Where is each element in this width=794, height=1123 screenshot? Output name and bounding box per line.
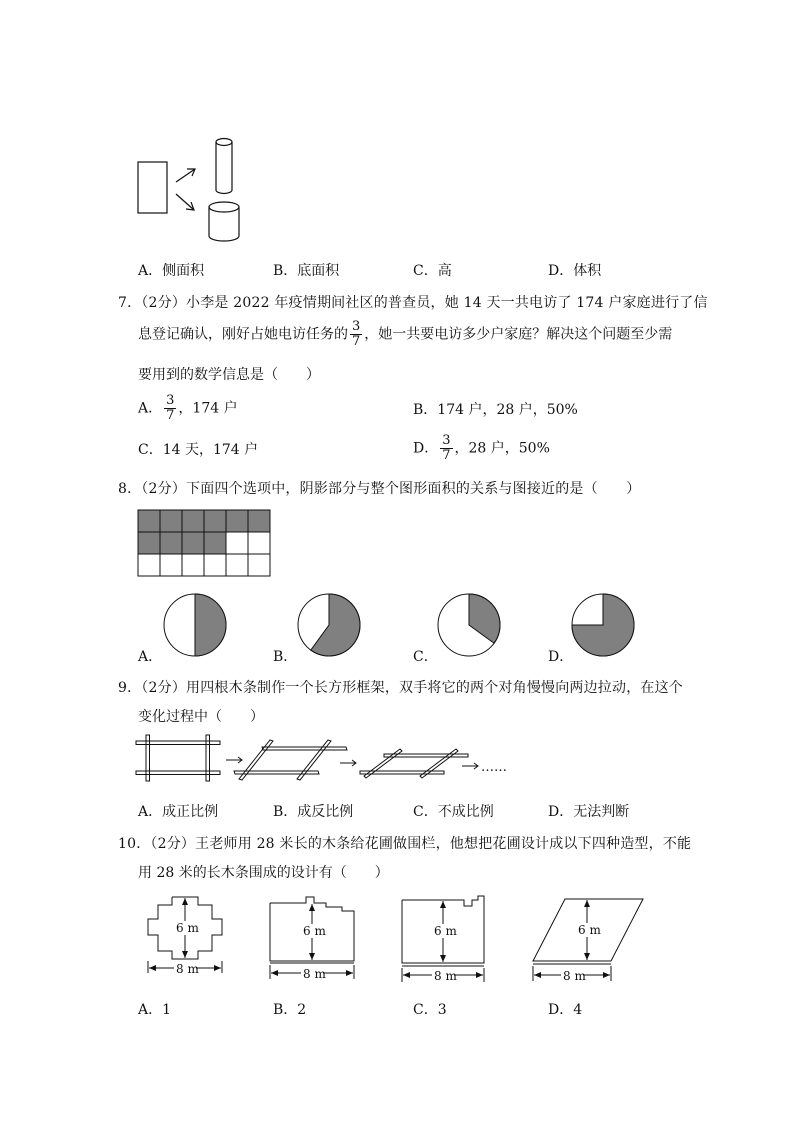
q7-text-line1: 7．（2分）小李是 2022 年疫情期间社区的普查员，她 14 天一共电访了 174 户家庭进行了信 xyxy=(118,295,708,311)
q8-grid-figure xyxy=(137,509,271,577)
q8-pie-b xyxy=(296,592,362,658)
q10-text-line1: 10．（2分）王老师用 28 米长的木条给花圃做围栏，他想把花圃设计成以下四种造型，不能 xyxy=(118,836,692,852)
q9-parallelogram-frame-2 xyxy=(360,749,468,778)
q9-text-line1: 9．（2分）用四根木条制作一个长方形框架，双手将它的两个对角慢慢向两边拉动，在这个 xyxy=(118,680,684,696)
q7-option-a[interactable] xyxy=(138,394,238,423)
q6-option-c[interactable]: C．高 xyxy=(413,263,452,279)
grid-cell xyxy=(204,554,226,576)
grid-cell xyxy=(226,554,248,576)
q6-option-b[interactable]: B．底面积 xyxy=(273,263,340,279)
q6-arrow-down xyxy=(176,194,194,210)
q7-option-b[interactable]: B．174 户，28 户，50% xyxy=(413,402,578,418)
q10-design-1-height: 6 m xyxy=(176,921,199,935)
fraction-numerator: 3 xyxy=(442,433,451,448)
arrow-right-icon xyxy=(462,763,478,769)
q6-rectangle xyxy=(138,162,167,213)
q10-option-a[interactable]: A．1 xyxy=(138,1002,172,1018)
grid-cell-shaded xyxy=(160,510,182,532)
q10-design-4-height: 6 m xyxy=(578,923,601,937)
q10-design-1-width: 8 m xyxy=(176,962,199,976)
q9-frame-sequence xyxy=(132,733,507,785)
q6-option-d[interactable]: D．体积 xyxy=(548,263,602,279)
arrow-right-icon xyxy=(226,757,242,763)
option-prefix: A． xyxy=(138,400,163,417)
grid-cell xyxy=(160,554,182,576)
q9-option-b[interactable]: B．成反比例 xyxy=(273,804,354,820)
q10-design-4-width: 8 m xyxy=(563,969,586,983)
option-text: ，174 户 xyxy=(178,400,238,417)
grid-cell-shaded xyxy=(226,510,248,532)
q10-design-4 xyxy=(527,893,647,985)
grid-cell-shaded xyxy=(182,510,204,532)
q7-option-d[interactable] xyxy=(413,434,550,463)
q7-option-a-fraction xyxy=(164,394,176,423)
q7-option-d-fraction xyxy=(440,434,452,463)
q10-design-3-height: 6 m xyxy=(434,924,457,938)
q8-grid-cells xyxy=(138,510,270,576)
q10-design-2-height: 6 m xyxy=(303,924,326,938)
fraction-denominator: 7 xyxy=(442,448,451,463)
q6-option-a[interactable]: A．侧面积 xyxy=(138,263,205,279)
arrow-right-icon xyxy=(340,760,356,766)
q9-rectangle-frame xyxy=(136,735,220,781)
q6-figure xyxy=(130,130,250,245)
grid-cell xyxy=(248,554,270,576)
grid-cell-shaded xyxy=(204,532,226,554)
grid-cell xyxy=(226,532,248,554)
grid-cell xyxy=(138,554,160,576)
q10-design-3 xyxy=(398,893,493,985)
q9-text-line2: 变化过程中（ ） xyxy=(138,709,264,725)
grid-cell-shaded xyxy=(138,532,160,554)
q10-option-c[interactable]: C．3 xyxy=(413,1002,447,1018)
q8-option-d[interactable]: D． xyxy=(548,649,574,665)
q9-parallelogram-frame-1 xyxy=(234,740,347,780)
q8-option-a[interactable]: A． xyxy=(138,649,163,665)
grid-cell-shaded xyxy=(160,532,182,554)
q7-text-line2a: 息登记确认，刚好占她电访任务的 xyxy=(138,326,348,343)
q7-text-line2b: ，她一共要电访多少户家庭？解决这个问题至少需 xyxy=(364,326,673,343)
fraction-numerator: 3 xyxy=(166,393,175,408)
q6-tall-cylinder xyxy=(216,139,232,194)
grid-cell-shaded xyxy=(248,510,270,532)
q10-design-2-width: 8 m xyxy=(303,967,326,981)
q10-option-b[interactable]: B．2 xyxy=(273,1002,307,1018)
pie-shaded-slice xyxy=(195,594,226,656)
q10-design-1 xyxy=(142,893,237,975)
grid-cell xyxy=(248,532,270,554)
q8-option-c[interactable]: C． xyxy=(413,649,438,665)
q8-pie-d xyxy=(570,592,636,658)
fraction-numerator: 3 xyxy=(352,319,361,334)
q7-text-line3: 要用到的数学信息是（ ） xyxy=(138,367,320,383)
fraction-denominator: 7 xyxy=(166,408,175,423)
q8-pie-c xyxy=(436,592,502,658)
q9-option-d[interactable]: D．无法判断 xyxy=(548,804,630,820)
grid-cell-shaded xyxy=(204,510,226,532)
q9-option-c[interactable]: C．不成比例 xyxy=(413,804,494,820)
q7-option-c[interactable]: C．14 天，174 户 xyxy=(138,442,259,458)
q8-text-line1: 8．（2分）下面四个选项中，阴影部分与整个图形面积的关系与图接近的是（ ） xyxy=(118,481,641,497)
q9-option-a[interactable]: A．成正比例 xyxy=(138,804,219,820)
q7-text-line2 xyxy=(138,320,672,349)
grid-cell-shaded xyxy=(138,510,160,532)
q10-option-d[interactable]: D．4 xyxy=(548,1002,583,1018)
fraction-denominator: 7 xyxy=(352,334,361,349)
q8-option-b[interactable]: B． xyxy=(273,649,298,665)
option-prefix: D． xyxy=(413,440,439,457)
q10-text-line2: 用 28 米的长木条围成的设计有（ ） xyxy=(138,865,389,881)
q10-design-2 xyxy=(266,893,361,985)
q10-design-3-width: 8 m xyxy=(434,969,457,983)
grid-cell xyxy=(182,554,204,576)
q8-pie-a xyxy=(162,592,228,658)
q7-fraction xyxy=(350,320,362,349)
grid-cell-shaded xyxy=(182,532,204,554)
option-text: ，28 户，50% xyxy=(454,440,550,457)
q9-ellipsis: …… xyxy=(481,760,507,775)
q6-short-cylinder xyxy=(209,202,239,241)
q6-arrow-up xyxy=(176,169,195,182)
